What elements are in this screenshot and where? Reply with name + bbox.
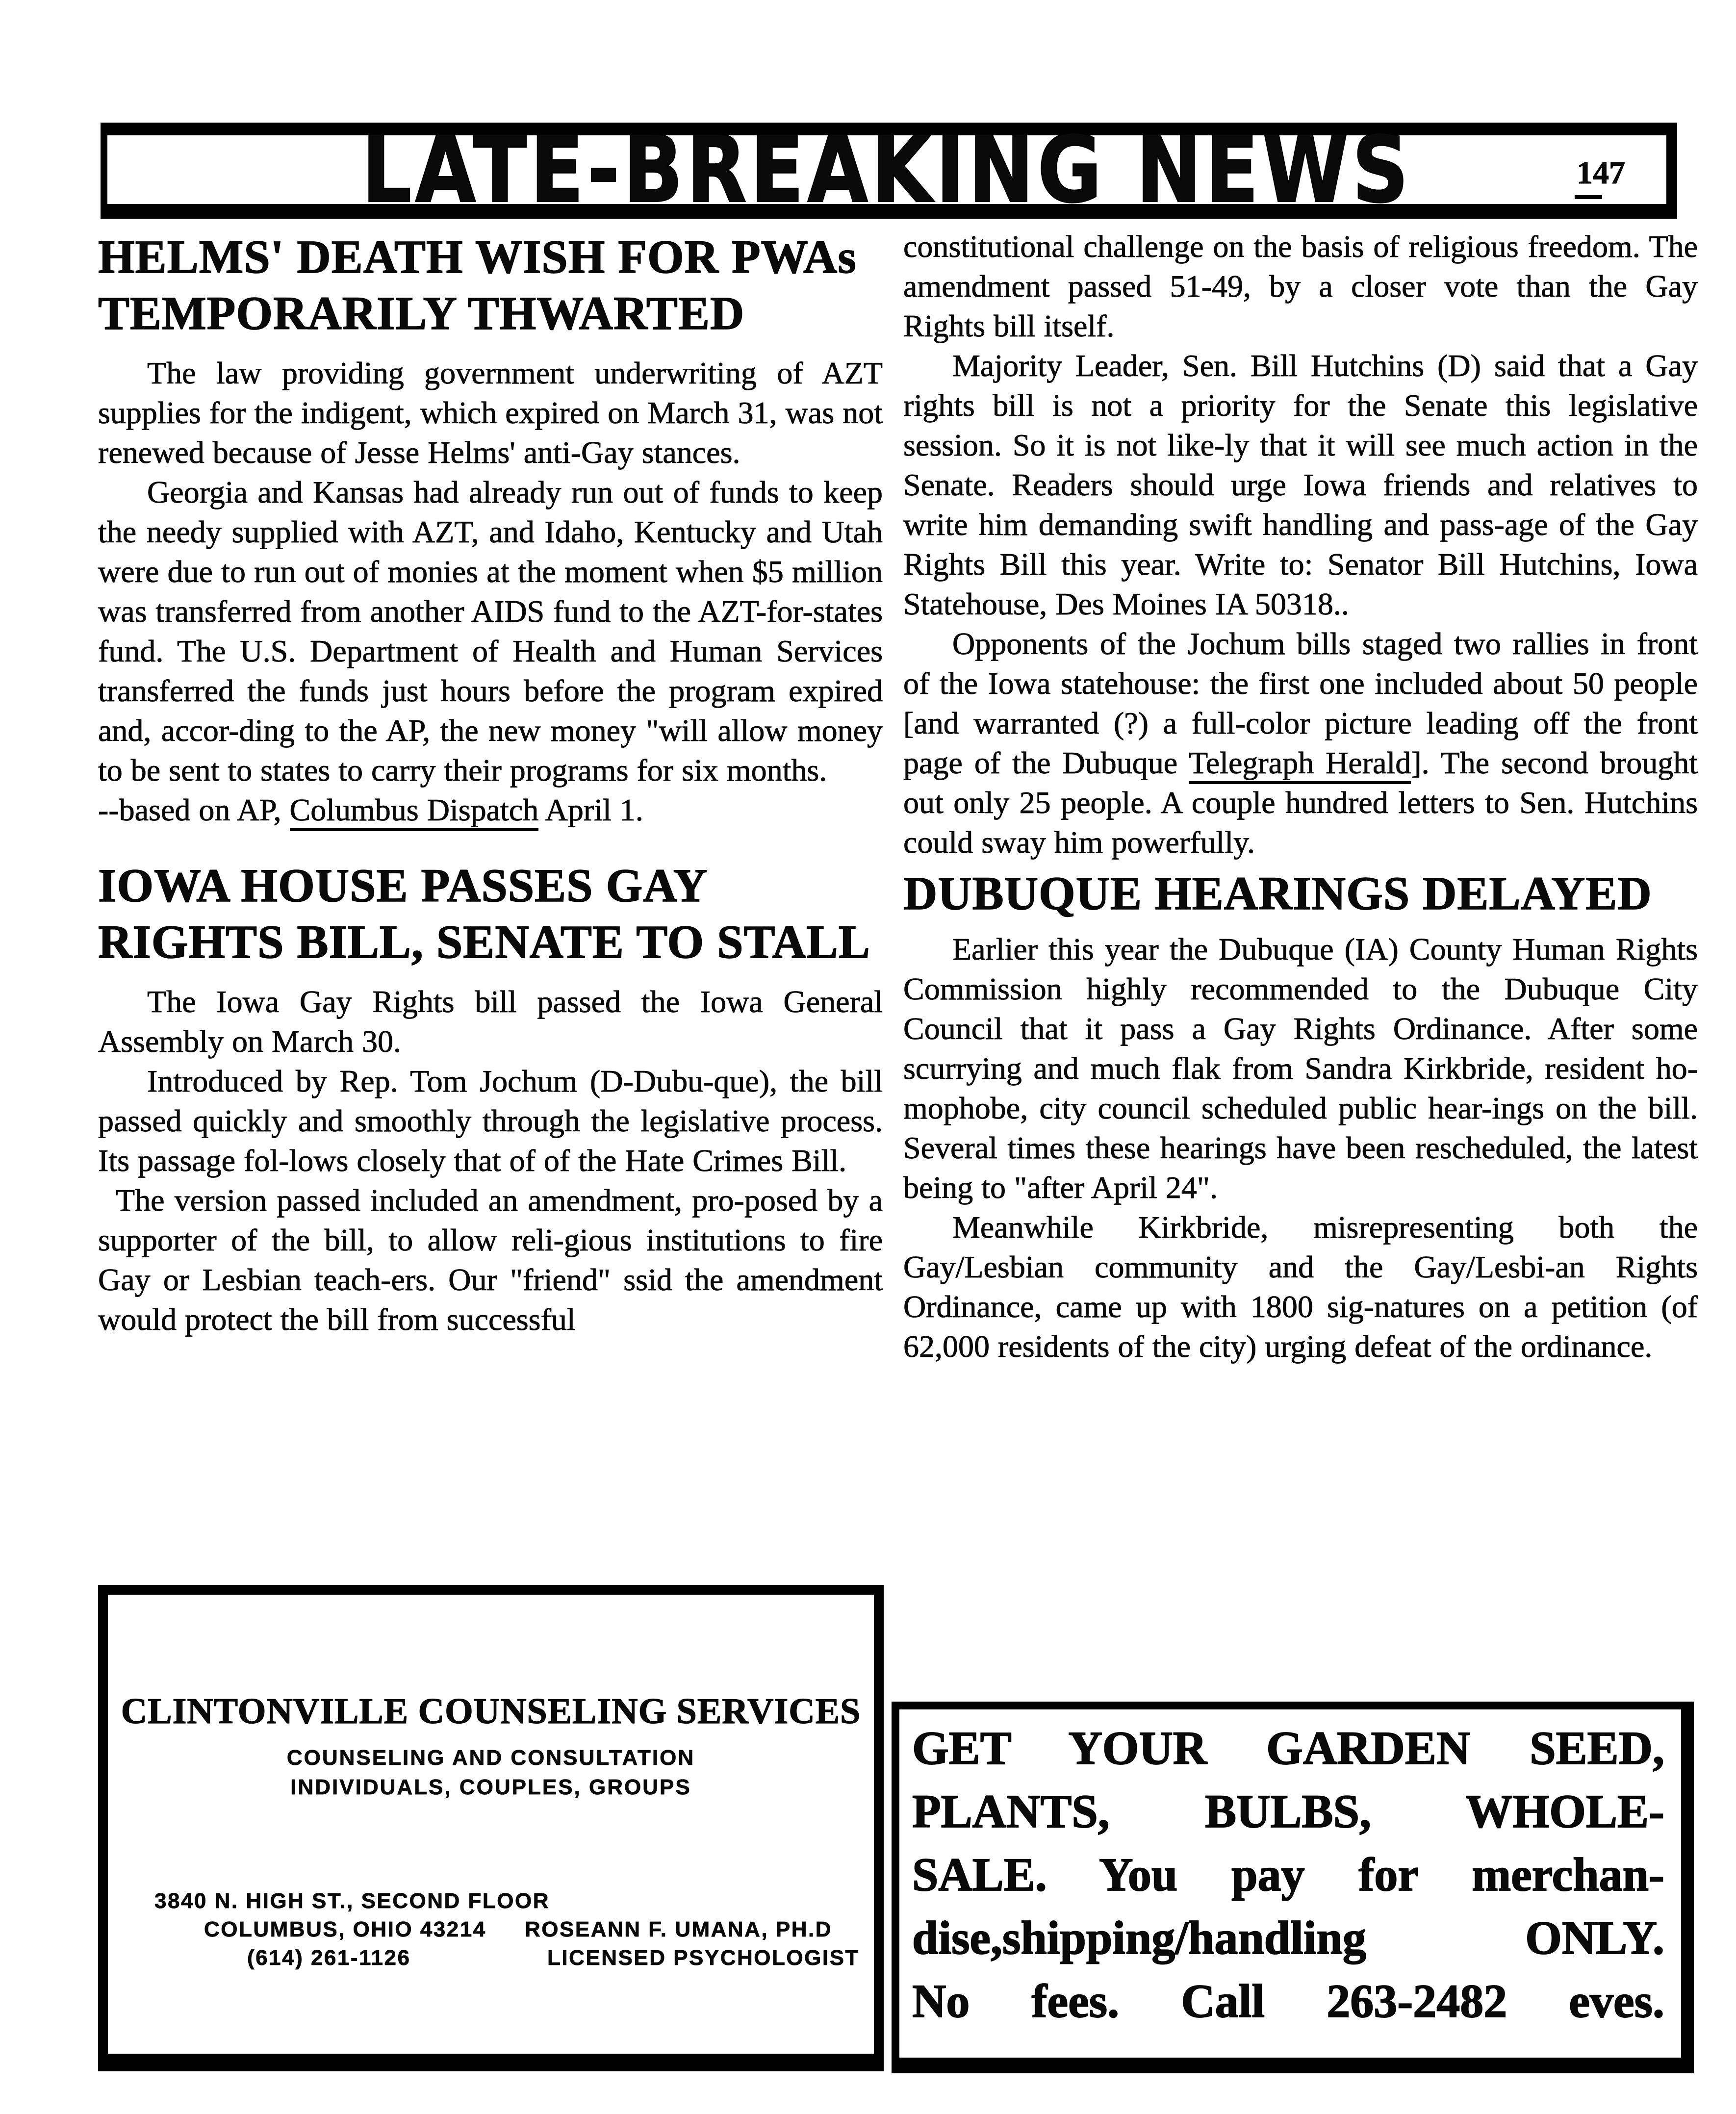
text-segment: Majority Leader, Sen. Bill Hutchins (D) said that a Gay rights bill is not a priority for the Senate this legislative session. So it is not like-ly that it will see much action in the Senate. Readers should urge Iowa friends and relatives to write him demanding swift handling and pass-age of the Gay Rights Bill this year. Write to: Senator Bill Hutchins, Iowa Statehouse, Des Moines IA 50318.. (903, 348, 1698, 621)
ad-tagline: INDIVIDUALS, COUPLES, GROUPS (290, 1775, 691, 1799)
ad-person-name: ROSEANN F. UMANA, PH.D (525, 1917, 833, 1941)
text-segment: Introduced by Rep. Tom Jochum (D-Dubu-que), the bill passed quickly and smoothly through the legislative process. Its passage fol-lows closely that of of the Hate Crimes Bill. (98, 1064, 883, 1178)
paragraph (98, 472, 883, 790)
text-line: IOWA HOUSE PASSES GAY (98, 859, 708, 912)
underlined-text: Telegraph Herald (1189, 745, 1411, 784)
text-segment: The version passed included an amendment, pro-posed by a supporter of the bill, to allow reli-gious institutions to fire Gay or Lesbian teach-ers. Our "friend" ssid the amendment would protect the bill from successful (98, 1183, 883, 1337)
headline-iowa-house (98, 857, 883, 970)
page-number: 147 (1577, 157, 1625, 199)
headline-dubuque-hearings (903, 865, 1698, 921)
text-segment: Opponents of the Jochum bills staged two rallies in front of the Iowa statehouse: the first one included about 50 people [and warranted (?) a full-color picture leading off the front page of the Dubuque (903, 626, 1698, 780)
article-helms-body (98, 353, 883, 830)
right-column (903, 227, 1698, 1366)
text-segment: ]. The second brought out only 25 people. A couple hundred letters to Sen. Hutchins could sway him powerfully. (903, 745, 1698, 860)
text-segment: Earlier this year the Dubuque (IA) County Human Rights Commission highly recommended to the Dubuque City Council that it pass a Gay Rights Ordinance. After some scurrying and much flak from Sandra Kirkbride, resident ho-mophobe, city council scheduled public hear-ings on the bill. Several times these hearings have been rescheduled, the latest being to "after April 24". (903, 932, 1698, 1205)
article-iowa-continuation (903, 227, 1698, 862)
paragraph (903, 346, 1698, 624)
paragraph (98, 1061, 883, 1180)
ad-phone: (614) 261-1126 (247, 1946, 411, 1970)
paragraph (98, 982, 883, 1061)
text-line: RIGHTS BILL, SENATE TO STALL (98, 916, 870, 968)
text-segment: --based on AP, (98, 792, 290, 827)
ad-address: 3840 N. HIGH ST., SECOND FLOOR (154, 1889, 550, 1913)
text-line: TEMPORARILY THWARTED (98, 287, 745, 339)
text-line: GET YOUR GARDEN SEED, (912, 1722, 1664, 1774)
paragraph (98, 790, 883, 830)
text-line: No fees. Call 263-2482 eves. (912, 1975, 1664, 2027)
text-segment: constitutional challenge on the basis of religious freedom. The amendment passed 51-49, by a closer vote than the Gay Rights bill itself. (903, 229, 1698, 343)
left-column (98, 229, 883, 1339)
banner-box (101, 115, 1677, 224)
banner-title: LATE-BREAKING NEWS (361, 115, 1412, 224)
paragraph (903, 929, 1698, 1207)
paragraph (903, 1207, 1698, 1366)
headline-helms-death-wish (98, 229, 883, 341)
paragraph (903, 227, 1698, 346)
text-segment: The Iowa Gay Rights bill passed the Iowa General Assembly on March 30. (98, 984, 883, 1059)
text-line: HELMS' DEATH WISH FOR PWAs (98, 230, 857, 283)
text-segment: The law providing government underwriting of AZT supplies for the indigent, which expired on March 31, was not renewed because of Jesse Helms' anti-Gay stances. (98, 356, 883, 470)
text-line: dise,shipping/handling ONLY. (912, 1911, 1664, 1964)
article-iowa-body (98, 982, 883, 1339)
text-line: SALE. You pay for merchan- (912, 1848, 1664, 1901)
underlined-text: Columbus Dispatch (290, 792, 539, 831)
clintonville-counseling-ad (98, 1585, 884, 2071)
ad-person-credential: LICENSED PSYCHOLOGIST (547, 1946, 860, 1970)
text-segment: Meanwhile Kirkbride, misrepresenting both the Gay/Lesbian community and the Gay/Lesbi-an Rights Ordinance, came up with 1800 sig-natures on a petition (of 62,000 residents of the city) urging defeat of the ordinance. (903, 1210, 1698, 1364)
text-line: DUBUQUE HEARINGS DELAYED (903, 867, 1652, 919)
paragraph (98, 353, 883, 472)
article-dubuque-body (903, 929, 1698, 1366)
text-segment: April 1. (538, 792, 643, 827)
paragraph (903, 624, 1698, 862)
text-line: PLANTS, BULBS, WHOLE- (912, 1785, 1664, 1837)
paragraph (98, 1180, 883, 1339)
text-segment: Georgia and Kansas had already run out of funds to keep the needy supplied with AZT, and Idaho, Kentucky and Utah were due to run out of monies at the moment when $5 million was transferred from another AIDS fund to the AZT-for-states fund. The U.S. Department of Health and Human Services transferred the funds just hours before the program expired and, accor-ding to the AP, the new money "will allow money to be sent to states to carry their programs for six months. (98, 475, 883, 788)
ad-tagline: COUNSELING AND CONSULTATION (286, 1746, 695, 1770)
garden-seed-ad (892, 1702, 1694, 2073)
ad-city: COLUMBUS, OHIO 43214 (204, 1917, 486, 1941)
ad-title: CLINTONVILLE COUNSELING SERVICES (121, 1691, 861, 1732)
